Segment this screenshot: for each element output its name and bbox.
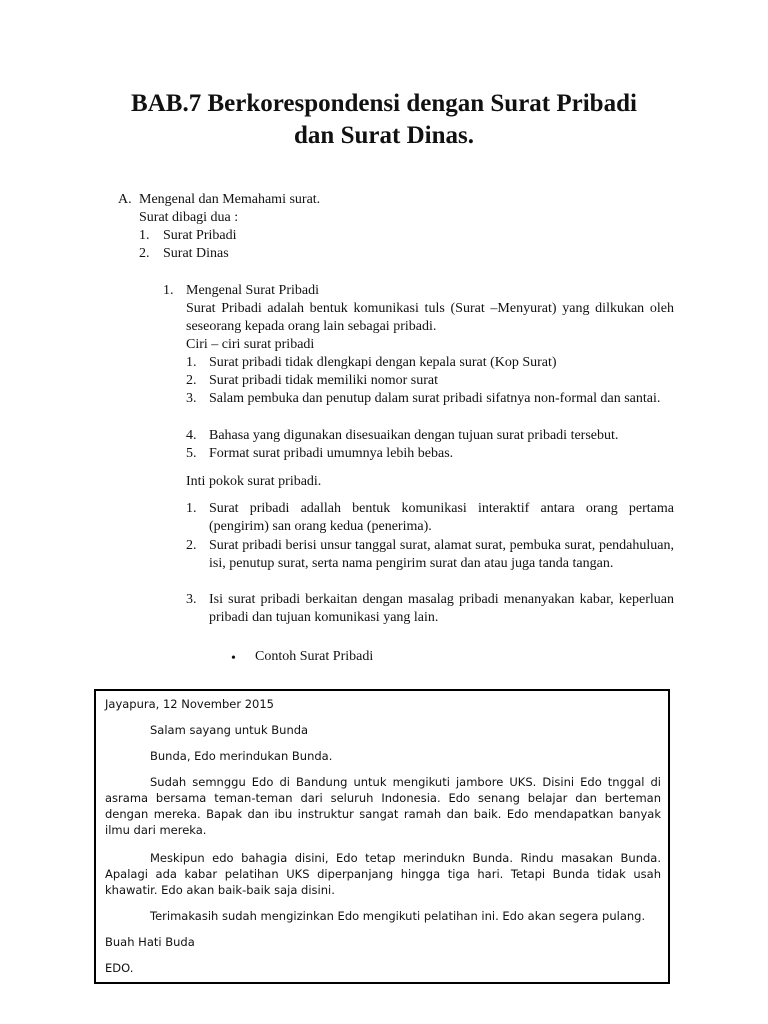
page-title — [0, 88, 768, 152]
subsection-title: Mengenal Surat Pribadi — [186, 283, 319, 298]
section-intro: Surat dibagi dua : — [139, 210, 239, 225]
list-number: 1. — [186, 501, 197, 516]
letter-paragraph-3: Terimakasih sudah mengizinkan Edo mengikuti pelatihan ini. Edo akan segera pulang. — [150, 909, 646, 923]
section-marker: A. — [118, 192, 132, 207]
list-number: 3. — [186, 391, 197, 406]
section-title: Mengenal dan Memahami surat. — [139, 192, 321, 207]
list-number: 2. — [139, 246, 150, 261]
bullet-icon: • — [231, 651, 236, 666]
list-number: 2. — [186, 373, 197, 388]
inti-title: Inti pokok surat pribadi. — [186, 474, 322, 489]
letter-paragraph-1: Sudah semnggu Edo di Bandung untuk mengikuti jambore UKS. Disini Edo tnggal di asrama bersama teman-teman dari seluruh Indonesia. Edo senang belajar dan berteman dengan mereka. Bapak dan ibu instruktur sangat ramah dan baik. Edo mendapatkan banyak ilmu dari mereka. — [105, 775, 661, 837]
subsection-number: 1. — [163, 283, 174, 298]
list-item: Surat pribadi tidak dlengkapi dengan kepala surat (Kop Surat) — [209, 355, 557, 370]
list-number: 3. — [186, 592, 197, 607]
title-line-1: BAB.7 Berkorespondensi dengan Surat Pribadi — [131, 90, 637, 117]
list-item: Isi surat pribadi berkaitan dengan masalag pribadi menanyakan kabar, keperluan pribadi dan tujuan komunikasi yang lain. — [209, 592, 674, 625]
title-line-2: dan Surat Dinas. — [294, 122, 474, 149]
list-item: Surat pribadi adallah bentuk komunikasi interaktif antara orang pertama (pengirim) san orang kedua (penerima). — [209, 501, 674, 534]
ciri-title: Ciri – ciri surat pribadi — [186, 337, 315, 352]
list-item: Format surat pribadi umumnya lebih bebas. — [209, 446, 454, 461]
example-label: Contoh Surat Pribadi — [255, 649, 374, 664]
list-number: 5. — [186, 446, 197, 461]
letter-closing: Buah Hati Buda — [105, 935, 195, 949]
list-item: Surat pribadi berisi unsur tanggal surat, alamat surat, pembuka surat, pendahuluan, isi, penutup surat, serta nama pengirim surat dan atau juga tanda tangan. — [209, 538, 674, 571]
list-item: Salam pembuka dan penutup dalam surat pribadi sifatnya non-formal dan santai. — [209, 391, 661, 406]
letter-date: Jayapura, 12 November 2015 — [105, 697, 275, 711]
list-number: 1. — [186, 355, 197, 370]
list-item: Surat Dinas — [163, 246, 229, 261]
list-number: 2. — [186, 538, 197, 553]
list-number: 1. — [139, 228, 150, 243]
list-number: 4. — [186, 428, 197, 443]
letter-greeting: Salam sayang untuk Bunda — [150, 723, 309, 737]
list-item: Surat Pribadi — [163, 228, 237, 243]
list-item: Surat pribadi tidak memiliki nomor surat — [209, 373, 439, 388]
example-letter-box — [94, 689, 670, 984]
list-item: Bahasa yang digunakan disesuaikan dengan tujuan surat pribadi tersebut. — [209, 428, 619, 443]
definition-paragraph: Surat Pribadi adalah bentuk komunikasi tuls (Surat –Menyurat) yang dilkukan oleh seseorang kepada orang lain sebagai pribadi. — [186, 301, 674, 334]
letter-signature: EDO. — [105, 961, 134, 975]
letter-opening: Bunda, Edo merindukan Bunda. — [150, 749, 333, 763]
letter-paragraph-2: Meskipun edo bahagia disini, Edo tetap merindukn Bunda. Rindu masakan Bunda. Apalagi ada kabar pelatihan UKS diperpanjang hingga tiga hari. Tetapi Bunda tidak usah khawatir. Edo akan baik-baik saja disini. — [105, 851, 661, 897]
